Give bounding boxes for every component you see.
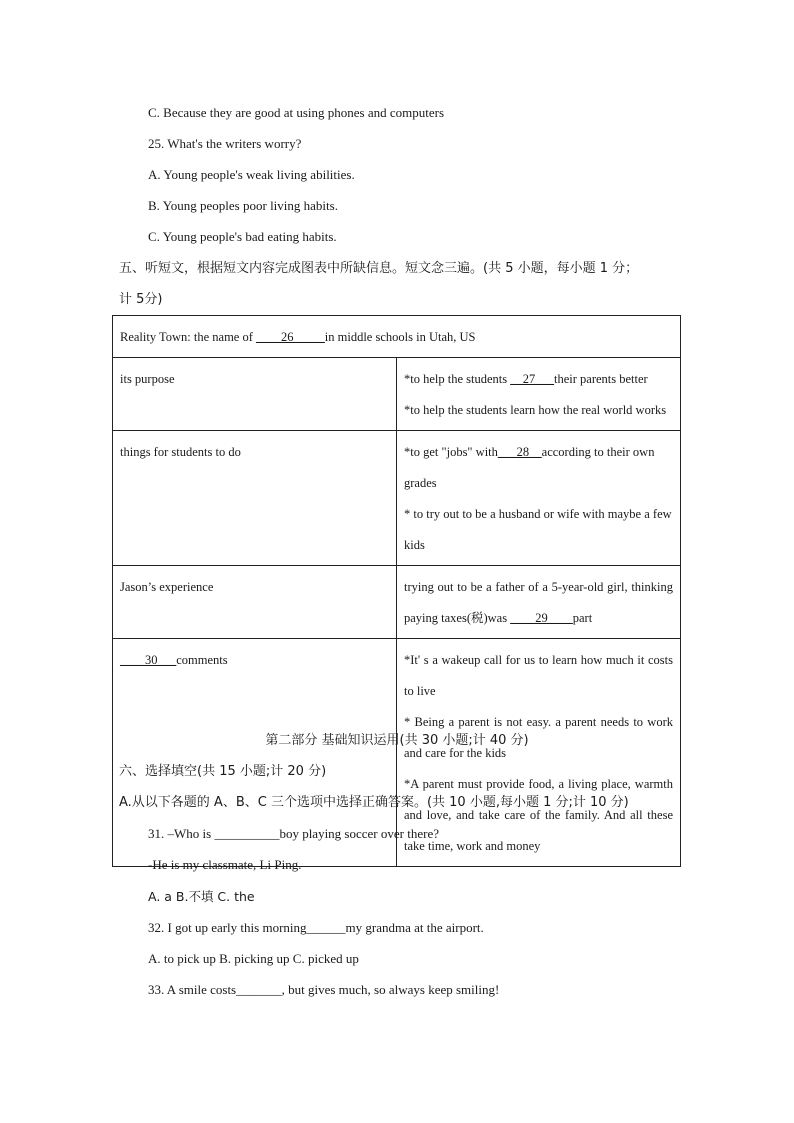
q25-option-a: A. Young people's weak living abilities.: [148, 167, 355, 182]
row5-line2: * Being a parent is not easy. a parent needs to work and care for the kids: [404, 715, 673, 760]
q32-question: 32. I got up early this morning______my grandma at the airport.: [148, 920, 484, 935]
table-row: [113, 431, 681, 566]
q32-options: A. to pick up B. picking up C. picked up: [148, 951, 359, 966]
part2-heading: 第二部分 基础知识运用(共 30 小题;计 40 分): [265, 733, 529, 748]
blank-30: ____30___: [120, 653, 177, 667]
table-row: [113, 566, 681, 639]
blank-29: ____29____: [510, 611, 573, 625]
row2-line1-before: *to help the students: [404, 372, 511, 386]
q25-question: 25. What's the writers worry?: [148, 136, 302, 151]
table-row: [113, 358, 681, 431]
section6-heading: 六、选择填空(共 15 小题;计 20 分): [119, 764, 327, 779]
row3-label: things for students to do: [113, 431, 397, 566]
row4-text-before: trying out to be a father of a 5-year-old girl, thinking paying taxes(税)was: [404, 580, 673, 625]
table-cell-title: [113, 316, 681, 358]
q24-option-c: C. Because they are good at using phones and computers: [148, 105, 445, 120]
q25-option-c: C. Young people's bad eating habits.: [148, 229, 337, 244]
section5-heading-line1: 五、听短文，根据短文内容完成图表中所缺信息。短文念三遍。(共 5 小题，每小题 1 分；: [119, 261, 639, 276]
row3-line1-after: according to their own grades: [404, 445, 655, 490]
row2-line1-after: their parents better: [554, 372, 648, 386]
row4-text-after: part: [572, 611, 593, 625]
row3-content: [397, 431, 681, 566]
row5-line3: *A parent must provide food, a living place, warmth and love, and take care of the family. And all these take time, work and money: [404, 777, 673, 853]
q31-answer-line: -He is my classmate, Li Ping.: [148, 857, 302, 872]
blank-26: ____26_____: [256, 330, 325, 344]
q31-options: A. a B.不填 C. the: [148, 889, 255, 904]
q31-question: 31. –Who is __________boy playing soccer over there?: [148, 826, 439, 841]
row4-content: [397, 566, 681, 639]
row2-content: [397, 358, 681, 431]
blank-27: __27___: [510, 372, 554, 386]
section6a-heading: A.从以下各题的 A、B、C 三个选项中选择正确答案。(共 10 小题,每小题 1 分;计 10 分): [119, 795, 629, 810]
blank-28: ___28__: [497, 445, 542, 459]
section5-heading-line2: 计 5分): [119, 292, 163, 307]
row5-label-text: comments: [176, 653, 228, 667]
row3-line2: * to try out to be a husband or wife with maybe a few kids: [404, 507, 672, 552]
q33-question: 33. A smile costs_______, but gives much, so always keep smiling!: [148, 982, 500, 997]
row2-line2: *to help the students learn how the real world works: [404, 403, 667, 417]
row5-line1: *It' s a wakeup call for us to learn how much it costs to live: [404, 653, 673, 698]
row1-text-after: in middle schools in Utah, US: [324, 330, 476, 344]
row2-label: its purpose: [113, 358, 397, 431]
row4-label: Jason’s experience: [113, 566, 397, 639]
reality-town-table: [112, 315, 681, 867]
row1-text-before: Reality Town: the name of: [120, 330, 257, 344]
row3-line1-before: *to get "jobs" with: [404, 445, 498, 459]
row5-content: [397, 639, 681, 867]
q25-option-b: B. Young peoples poor living habits.: [148, 198, 338, 213]
table-row: [113, 316, 681, 358]
